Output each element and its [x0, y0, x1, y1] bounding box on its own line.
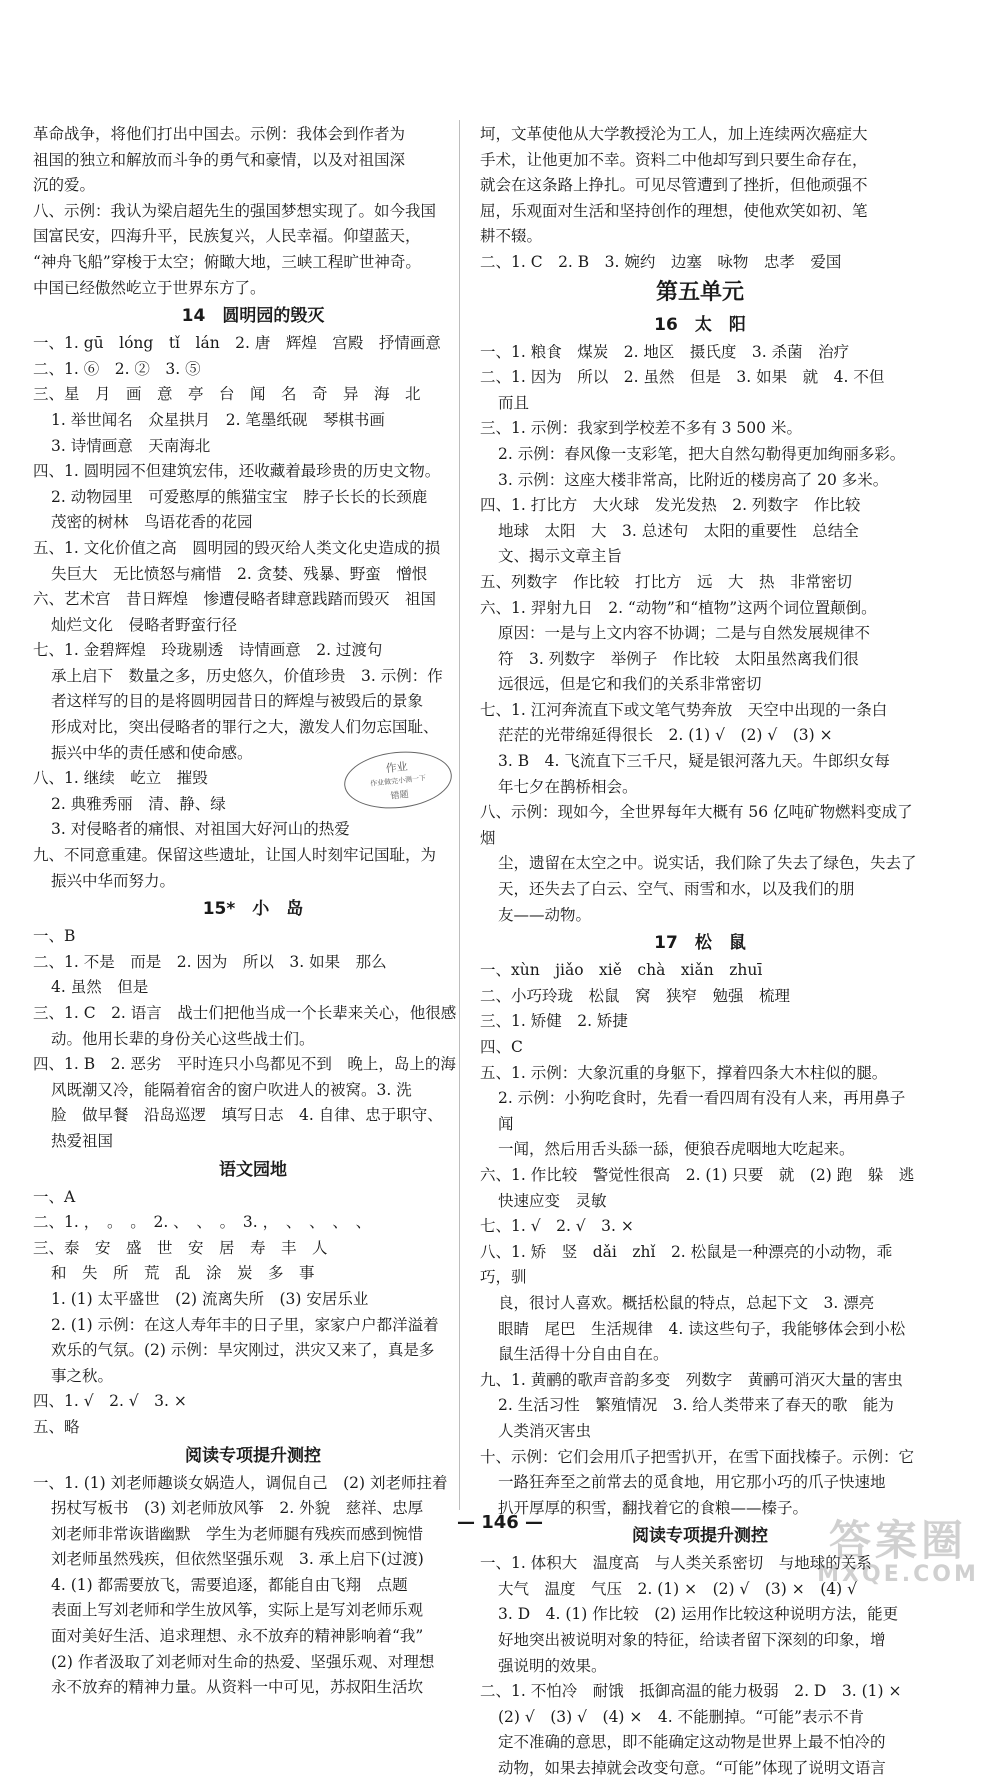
answer-line: 刘老师虽然残疾，但依然坚强乐观 3. 承上启下(过渡)	[51, 1550, 424, 1569]
answer-line: 表面上写刘老师和学生放风筝，实际上是写刘老师乐观	[51, 1601, 424, 1620]
watermark-url: MXQE.COM	[817, 1562, 979, 1587]
answer-line: 三、星 月 画 意 亭 台 闻 名 奇 异 海 北	[33, 385, 421, 404]
answer-line: 文、揭示文章主旨	[498, 547, 623, 566]
answer-line: 六、1. 作比较 警觉性很高 2. (1) 只要 就 (2) 跑 躲 逃	[480, 1165, 915, 1184]
answer-line: 沉的爱。	[33, 176, 96, 195]
answer-line: 一、xùn jiǎo xiě chà xiǎn zhuī	[480, 961, 763, 980]
answer-line: 鼠生活得十分自由自在。	[498, 1345, 669, 1364]
page-number: — 146 —	[456, 1512, 544, 1533]
answer-line: “神舟飞船”穿梭于太空；俯瞰大地，三峡工程旷世神奇。	[33, 252, 421, 271]
answer-line: 事之秋。	[51, 1366, 114, 1385]
answer-line: 大气 温度 气压 2. (1) × (2) √ (3) × (4) √	[498, 1579, 857, 1598]
left-column	[33, 122, 473, 1701]
answer-line: 好地突出被说明对象的特征，给读者留下深刻的印象，增	[498, 1631, 886, 1650]
section-heading: 阅读专项提升测控	[632, 1526, 768, 1547]
answer-line: 二、小巧玲珑 松鼠 窝 狭窄 勉强 梳理	[480, 986, 791, 1005]
answer-line: 就会在这条路上挣扎。可见尽管遭到了挫折，但他顽强不	[480, 176, 868, 195]
answer-line: 四、1. √ 2. √ 3. ×	[33, 1392, 187, 1411]
answer-line: (2) 作者汲取了刘老师对生命的热爱、坚强乐观、对理想	[51, 1652, 435, 1671]
answer-line: 2. (1) 示例：在这人寿年丰的日子里，家家户户都洋溢着	[51, 1315, 439, 1334]
answer-line: 2. 示例：小狗吃食时，先看一看四周有没有人来，再用鼻子闻	[498, 1089, 906, 1133]
answer-line: 拐杖写板书 (3) 刘老师放风筝 2. 外貌 慈祥、忠厚	[51, 1499, 424, 1518]
answer-line: 三、1. C 2. 语言 战士们把他当成一个长辈来关心，他很感	[33, 1004, 457, 1022]
answer-line: 2. 动物园里 可爱憨厚的熊猫宝宝 脖子长长的长颈鹿	[51, 487, 428, 506]
answer-line: 形成对比，突出侵略者的罪行之大，激发人们勿忘国耻、	[51, 718, 439, 737]
answer-line: 四、1. 打比方 大火球 发光发热 2. 列数字 作比较	[480, 496, 861, 515]
answer-line: 永不放弃的精神力量。从资料一中可见，苏叔阳生活坎	[51, 1678, 424, 1697]
answer-line: 失巨大 无比愤怒与痛惜 2. 贪婪、残暴、野蛮 憎恨	[51, 564, 428, 583]
answer-line: 热爱祖国	[51, 1131, 114, 1150]
section-heading: 17 松 鼠	[654, 933, 746, 954]
answer-line: 1. 举世闻名 众星拱月 2. 笔墨纸砚 琴棋书画	[51, 410, 385, 429]
answer-line: 八、示例：现如今，全世界每年大概有 56 亿吨矿物燃料变成了烟	[480, 803, 913, 847]
answer-line: 二、1. C 2. B 3. 婉约 边塞 咏物 忠孝 爱国	[480, 252, 842, 271]
answer-line: 良，很讨人喜欢。概括松鼠的特点，总起下文 3. 漂亮	[498, 1293, 875, 1312]
answer-line: 灿烂文化 侵略者野蛮行径	[51, 615, 238, 634]
answer-line: 二、1. 不是 而是 2. 因为 所以 3. 如果 那么	[33, 952, 387, 971]
answer-line: 三、1. 示例：我家到学校差不多有 3 500 米。	[480, 419, 802, 438]
answer-line: 振兴中华的责任感和使命感。	[51, 743, 253, 762]
answer-line: 风既潮又冷，能隔着宿舍的窗户吹进人的被窝。3. 洗	[51, 1080, 412, 1099]
answer-line: 振兴中华而努力。	[51, 871, 176, 890]
answer-line: 定不准确的意思，即不能确定这动物是世界上最不怕冷的	[498, 1733, 886, 1752]
answer-line: 八、1. 继续 屹立 摧毁	[33, 769, 208, 788]
answer-line: 一、1. 粮食 煤炭 2. 地区 摄氏度 3. 杀菌 治疗	[480, 342, 850, 361]
stamp-line-3: 错题	[390, 789, 410, 802]
answer-line: 刘老师非常诙谐幽默 学生为老师腿有残疾而感到惋惜	[51, 1524, 424, 1543]
answer-line: 尘，遗留在太空之中。说实话，我们除了失去了绿色，失去了	[498, 854, 917, 873]
answer-line: 中国已经傲然屹立于世界东方了。	[33, 278, 266, 297]
answer-line: 一路狂奔至之前常去的觅食地，用它那小巧的爪子快速地	[498, 1473, 886, 1492]
section-heading: 阅读专项提升测控	[185, 1445, 321, 1466]
answer-line: 年七夕在鹊桥相会。	[498, 777, 638, 796]
answer-line: 五、列数字 作比较 打比方 远 大 热 非常密切	[480, 572, 853, 591]
answer-line: 三、泰 安 盛 世 安 居 寿 丰 人	[33, 1238, 328, 1257]
answer-line: 扒开厚厚的积雪，翻找着它的食粮——榛子。	[498, 1498, 809, 1517]
answer-line: 3. 示例：这座大楼非常高，比附近的楼房高了 20 多米。	[498, 470, 889, 489]
answer-line: 一、A	[33, 1187, 76, 1206]
answer-line: 坷，文革使他从大学教授沦为工人，加上连续两次癌症大	[480, 125, 868, 143]
answer-line: 六、1. 羿射九日 2. “动物”和“植物”这两个词位置颠倒。	[480, 598, 877, 617]
answer-line: 2. 生活习性 繁殖情况 3. 给人类带来了春天的歌 能为	[498, 1396, 894, 1415]
answer-line: 眼睛 尾巴 生活规律 4. 读这些句子，我能够体会到小松	[498, 1319, 906, 1338]
answer-line: 茫茫的光带绵延得很长 2. (1) √ (2) √ (3) ×	[498, 726, 833, 745]
answer-line: 二、1. 不怕冷 耐饿 抵御高温的能力极弱 2. D 3. (1) ×	[480, 1682, 902, 1701]
answer-line: 快速应变 灵敏	[498, 1191, 607, 1210]
answer-line: 十、示例：它们会用爪子把雪扒开，在雪下面找榛子。示例：它	[480, 1447, 915, 1466]
answer-line: 远很远，但是它和我们的关系非常密切	[498, 675, 762, 694]
answer-line: 九、1. 黄鹂的歌声音韵多变 列数字 黄鹂可消灭大量的害虫	[480, 1370, 903, 1389]
answer-line: 一、1. gū lóng tǐ lán 2. 唐 辉煌 宫殿 抒情画意	[33, 334, 441, 353]
answer-line: 4. 虽然 但是	[51, 978, 149, 997]
answer-line: 动。他用长辈的身份关心这些战士们。	[51, 1029, 315, 1048]
answer-line: 和 失 所 荒 乱 涂 炭 多 事	[51, 1264, 315, 1283]
answer-line: 屈，乐观面对生活和坚持创作的理想，使他欢笑如初、笔	[480, 201, 868, 220]
answer-line: 脸 做早餐 沿岛巡逻 填写日志 4. 自律、忠于职守、	[51, 1106, 443, 1125]
answer-line: 3. 对侵略者的痛恨、对祖国大好河山的热爱	[51, 820, 350, 839]
answer-line: 手术，让他更加不幸。资料二中他却写到只要生命存在，	[480, 150, 868, 169]
answer-line: 五、略	[33, 1417, 80, 1436]
answer-line: 五、1. 文化价值之高 圆明园的毁灭给人类文化史造成的损	[33, 538, 441, 557]
section-heading: 15* 小 岛	[202, 899, 304, 920]
answer-line: 一、1. (1) 刘老师趣谈女娲造人，调侃自己 (2) 刘老师拄着	[33, 1473, 448, 1492]
answer-line: 耕不辍。	[480, 227, 543, 246]
answer-line: 欢乐的气氛。(2) 示例：旱灾刚过，洪灾又来了，真是多	[51, 1341, 435, 1360]
section-heading: 语文园地	[219, 1159, 287, 1180]
answer-line: 五、1. 示例：大象沉重的身躯下，撑着四条大木柱似的腿。	[480, 1063, 888, 1082]
answer-line: 七、1. 江河奔流直下或文笔气势奔放 天空中出现的一条白	[480, 700, 888, 719]
answer-line: 一、1. 体积大 温度高 与人类关系密切 与地球的关系	[480, 1554, 872, 1573]
answer-line: 三、1. 矫健 2. 矫捷	[480, 1012, 628, 1031]
answer-line: (2) √ (3) √ (4) × 4. 不能删掉。“可能”表示不肯	[498, 1707, 864, 1726]
stamp-line-2: 作业做完小测一下	[369, 774, 427, 788]
answer-line: 四、1. 圆明园不但建筑宏伟，还收藏着最珍贵的历史文物。	[33, 462, 441, 481]
answer-line: 六、艺术宫 昔日辉煌 惨遭侵略者肆意践踏而毁灭 祖国	[33, 590, 437, 609]
answer-line: 3. B 4. 飞流直下三千尺，疑是银河落九天。牛郎织女每	[498, 752, 890, 771]
answer-line: 动物，如果去掉就会改变句意。“可能”体现了说明文语言	[498, 1759, 886, 1778]
answer-line: 地球 太阳 大 3. 总述句 太阳的重要性 总结全	[498, 521, 859, 540]
answer-line: 天，还失去了白云、空气、雨雪和水，以及我们的朋	[498, 880, 855, 899]
answer-line: 二、1. ， 。 。 2. 、 、 。 3. ， 、 、 、 、	[33, 1213, 372, 1232]
answer-line: 强说明的效果。	[498, 1656, 607, 1675]
answer-line: 友——动物。	[498, 905, 592, 924]
answer-line: 3. D 4. (1) 作比较 (2) 运用作比较这种说明方法，能更	[498, 1605, 899, 1624]
answer-line: 二、1. 因为 所以 2. 虽然 但是 3. 如果 就 4. 不但	[480, 368, 885, 387]
answer-line: 而且	[498, 393, 530, 412]
section-heading: 16 太 阳	[654, 314, 746, 335]
answer-line: 八、示例：我认为梁启超先生的强国梦想实现了。如今我国	[33, 201, 437, 220]
answer-line: 2. 典雅秀丽 清、静、绿	[51, 794, 226, 813]
stamp-line-1: 作业	[385, 759, 409, 776]
answer-line: 3. 诗情画意 天南海北	[51, 436, 211, 455]
answer-line: 八、1. 矫 竖 dǎi zhǐ 2. 松鼠是一种漂亮的小动物，乖巧，驯	[480, 1242, 893, 1287]
answer-line: 二、1. ⑥ 2. ② 3. ⑤	[33, 359, 201, 378]
answer-line: 国富民安，四海升平，民族复兴，人民幸福。仰望蓝天，	[33, 227, 421, 246]
answer-line: 四、1. B 2. 恶劣 平时连只小鸟都见不到 晚上，岛上的海	[33, 1055, 456, 1074]
answer-line: 1. (1) 太平盛世 (2) 流离失所 (3) 安居乐业	[51, 1289, 369, 1308]
answer-line: 四、C	[480, 1038, 523, 1056]
answer-line: 人类消灭害虫	[498, 1421, 592, 1440]
answer-line: 者这样写的目的是将圆明园昔日的辉煌与被毁后的景象	[51, 692, 424, 711]
site-watermark	[808, 1508, 988, 1592]
answer-line: 七、1. 金碧辉煌 玲珑剔透 诗情画意 2. 过渡句	[33, 641, 383, 660]
answer-line: 承上启下 数量之多，历史悠久，价值珍贵 3. 示例：作	[51, 666, 443, 685]
answer-line: 茂密的树林 鸟语花香的花园	[51, 513, 253, 532]
answer-line: 面对美好生活、追求理想、永不放弃的精神影响着“我”	[51, 1627, 424, 1646]
unit-heading: 第五单元	[655, 279, 744, 305]
watermark-logo-text: 答案圈	[828, 1516, 967, 1565]
answer-line: 2. 示例：春风像一支彩笔，把大自然勾勒得更加绚丽多彩。	[498, 444, 906, 463]
answer-line: 原因：一是与上文内容不协调；二是与自然发展规律不	[498, 624, 871, 643]
answer-line: 祖国的独立和解放而斗争的勇气和豪情，以及对祖国深	[33, 150, 406, 169]
answer-line: 革命战争，将他们打出中国去。示例：我体会到作者为	[33, 125, 406, 143]
answer-line: 一、B	[33, 927, 76, 946]
answer-line: 4. (1) 都需要放飞，需要追逐，都能自由飞翔 点题	[51, 1575, 408, 1594]
answer-line: 九、不同意重建。保留这些遗址，让国人时刻牢记国耻，为	[33, 846, 437, 865]
answer-line: 符 3. 列数字 举例子 作比较 太阳虽然离我们很	[498, 649, 859, 668]
answer-line: 一闻，然后用舌头舔一舔，便狼吞虎咽地大吃起来。	[498, 1140, 855, 1159]
section-heading: 14 圆明园的毁灭	[181, 306, 325, 327]
answer-line: 七、1. √ 2. √ 3. ×	[480, 1217, 634, 1236]
